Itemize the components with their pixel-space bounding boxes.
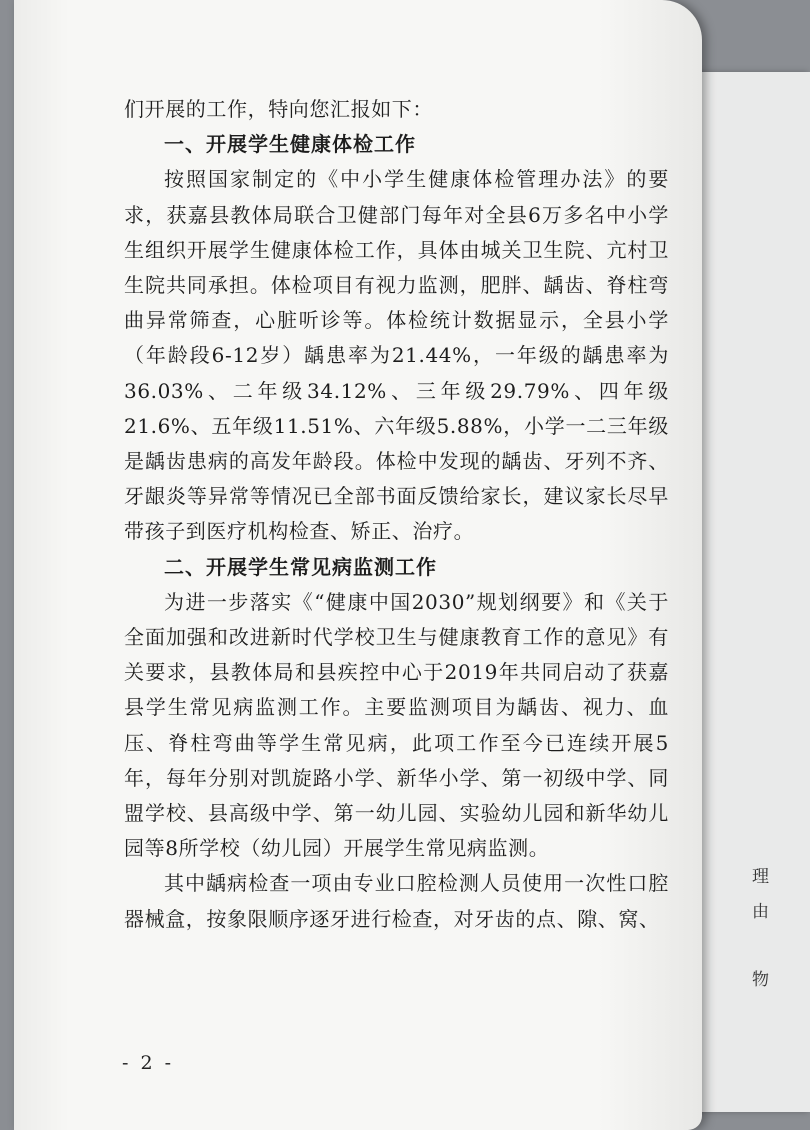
section-paragraph-disease-monitoring: 为进一步落实《“健康中国2030”规划纲要》和《关于全面加强和改进新时代学校卫生与健康教育工作的意见》有关要求，县教体局和县疾控中心于2019年共同启动了获嘉县学生常见病监测工作。主要监测项目为龋齿、视力、血压、脊柱弯曲等学生常见病，此项工作至今已连续开展5年，每年分别对凯旋路小学、新华小学、第一初级中学、同盟学校、县高级中学、第一幼儿园、实验幼儿园和新华幼儿园等8所学校（幼儿园）开展学生常见病监测。 (124, 589, 669, 861)
intro-line: 们开展的工作，特向您汇报如下： (124, 97, 433, 121)
background-page-text: 物 (752, 970, 769, 990)
background-page (690, 72, 810, 1112)
background-page-text: 由 (752, 902, 769, 922)
section-paragraph-caries-exam: 其中龋病检查一项由专业口腔检测人员使用一次性口腔器械盒，按象限顺序逐牙进行检查，对牙齿的点、隙、窝、 (124, 871, 669, 931)
page-number: - 2 - (122, 1052, 175, 1074)
section-heading-disease-monitoring: 二、开展学生常见病监测工作 (164, 554, 437, 579)
document-page (14, 0, 702, 1130)
document-body (124, 92, 669, 937)
section-heading-health-checkup: 一、开展学生健康体检工作 (164, 132, 416, 157)
section-paragraph-health-checkup: 按照国家制定的《中小学生健康体检管理办法》的要求，获嘉县教体局联合卫健部门每年对全县6万多名中小学生组织开展学生健康体检工作，具体由城关卫生院、亢村卫生院共同承担。体检项目有视力监测，肥胖、龋齿、脊柱弯曲异常筛查，心脏听诊等。体检统计数据显示，全县小学（年龄段6-12岁）龋患率为21.44%，一年级的龋患率为36.03%、二年级34.12%、三年级29.79%、四年级21.6%、五年级11.51%、六年级5.88%，小学一二三年级是龋齿患病的高发年龄段。体检中发现的龋齿、牙列不齐、牙龈炎等异常等情况已全部书面反馈给家长，建议家长尽早带孩子到医疗机构检查、矫正、治疗。 (124, 167, 669, 544)
background-page-text: 理 (752, 867, 769, 887)
